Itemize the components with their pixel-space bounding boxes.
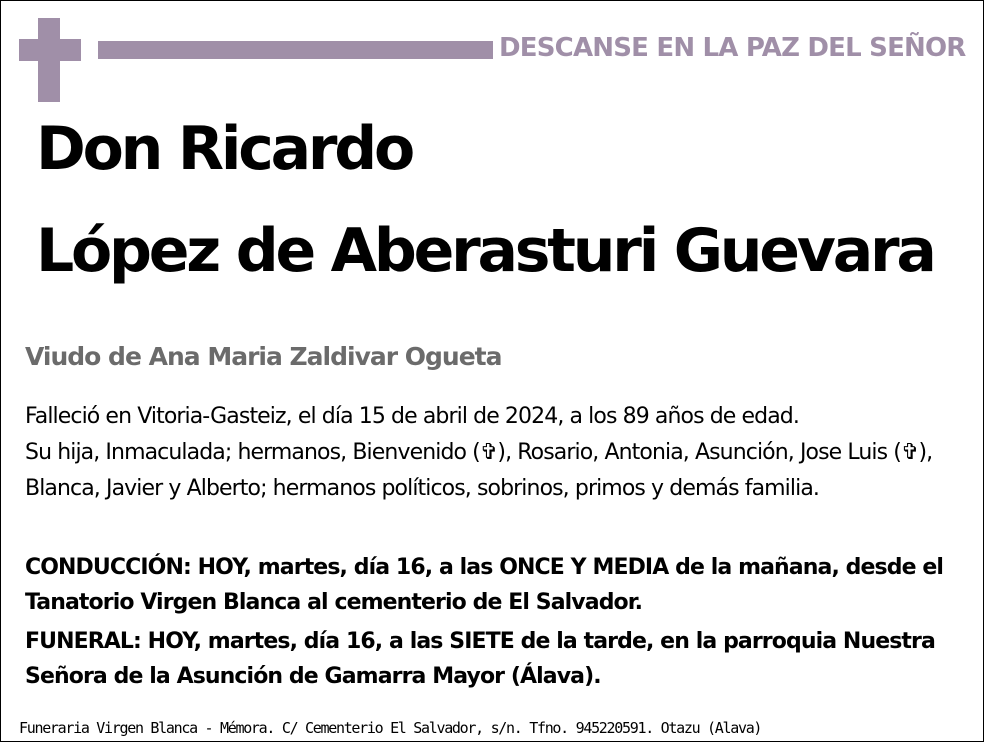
- family-list: Su hija, Inmaculada; hermanos, Bienvenido (✞), Rosario, Antonia, Asunción, Jose Luis (✞), Blanca, Javier y Alberto; hermanos políticos, sobrinos, primos y demás familia.: [25, 440, 933, 501]
- widow-line: Viudo de Ana Maria Zaldivar Ogueta: [25, 342, 502, 371]
- deceased-name-line1: Don Ricardo: [36, 114, 413, 184]
- obituary-body: [25, 399, 960, 507]
- funeral-notice: FUNERAL: HOY, martes, día 16, a las SIETE de la tarde, en la parroquia Nuestra Señora de la Asunción de Gamarra Mayor (Álava).: [25, 629, 935, 689]
- funeral-home-footer: Funeraria Virgen Blanca - Mémora. C/ Cementerio El Salvador, s/n. Tfno. 945220591. Otazu (Alava): [19, 719, 762, 737]
- deceased-name-line2: López de Aberasturi Guevara: [36, 216, 934, 286]
- conduccion-notice: CONDUCCIÓN: HOY, martes, día 16, a las ONCE Y MEDIA de la mañana, desde el Tanatorio Virgen Blanca al cementerio de El Salvador.: [25, 555, 944, 615]
- header-tagline: DESCANSE EN LA PAZ DEL SEÑOR: [499, 33, 966, 63]
- header-rule: [98, 41, 493, 59]
- death-sentence: Falleció en Vitoria-Gasteiz, el día 15 de abril de 2024, a los 89 años de edad.: [25, 404, 799, 429]
- cross-horizontal-bar: [19, 39, 81, 61]
